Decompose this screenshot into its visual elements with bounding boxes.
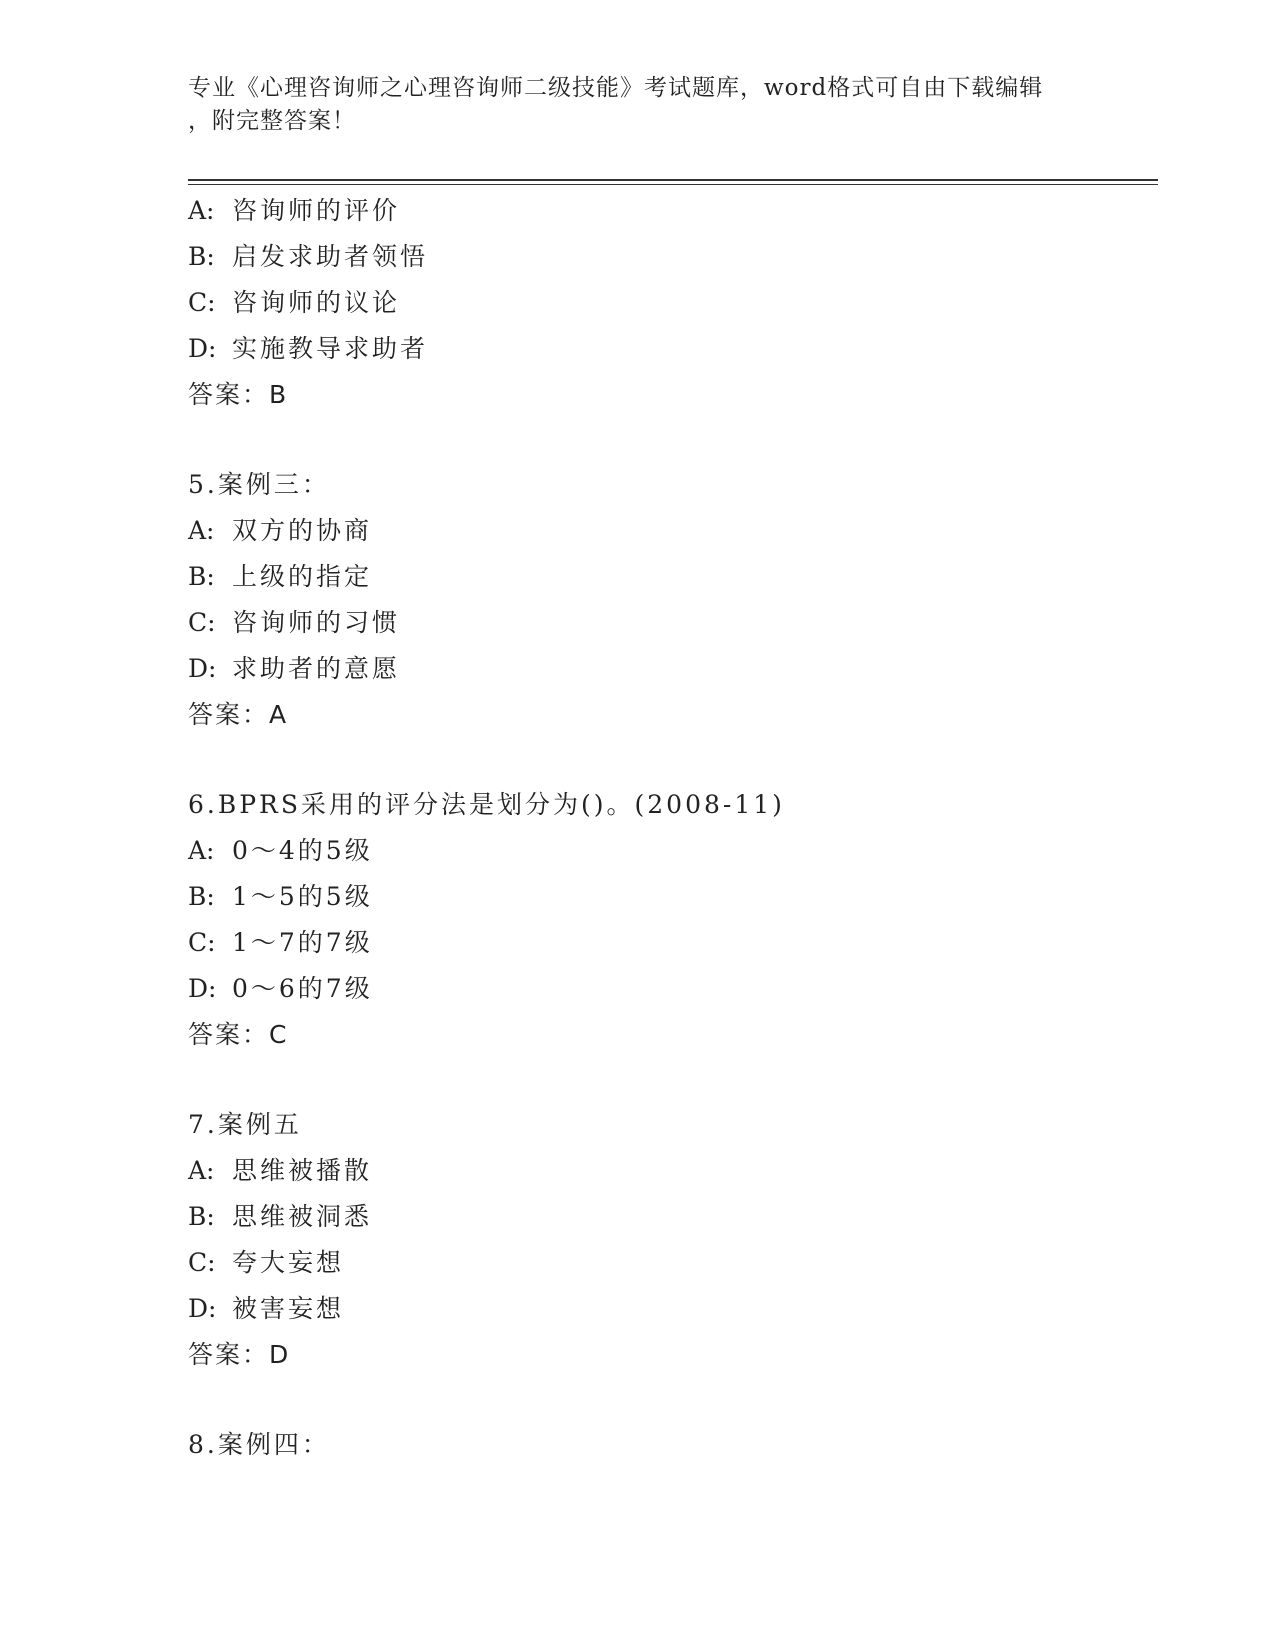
option-letter: D: <box>188 654 217 683</box>
option-text: 求助者的意愿 <box>232 654 401 683</box>
option-b <box>188 1194 1158 1240</box>
option-letter: A: <box>188 836 215 865</box>
option-letter: C: <box>188 928 216 957</box>
header-divider-thin <box>188 184 1158 185</box>
option-letter: D: <box>188 974 217 1003</box>
option-a <box>188 508 1158 554</box>
option-b <box>188 234 1158 280</box>
option-b <box>188 554 1158 600</box>
option-text: 实施教导求助者 <box>232 334 429 363</box>
option-text: 思维被播散 <box>232 1156 373 1185</box>
option-letter: B: <box>188 1202 215 1231</box>
option-letter: B: <box>188 562 215 591</box>
spacer <box>188 1058 1158 1102</box>
option-text: 上级的指定 <box>232 562 373 591</box>
option-text: 启发求助者领悟 <box>232 242 429 271</box>
answer-line: 答案：B <box>188 380 289 409</box>
option-d <box>188 646 1158 692</box>
question-block-5 <box>188 462 1158 738</box>
answer-line: 答案：A <box>188 700 289 729</box>
question-block-continued <box>188 188 1158 418</box>
option-c <box>188 280 1158 326</box>
question-block-8 <box>188 1422 1158 1468</box>
option-letter: C: <box>188 288 216 317</box>
option-d <box>188 1286 1158 1332</box>
header-divider-thick <box>188 179 1158 181</box>
option-c <box>188 600 1158 646</box>
option-a <box>188 1148 1158 1194</box>
spacer <box>188 418 1158 462</box>
option-letter: C: <box>188 608 216 637</box>
question-block-7 <box>188 1102 1158 1378</box>
option-letter: A: <box>188 196 215 225</box>
option-text: 咨询师的评价 <box>232 196 401 225</box>
option-text: 夸大妄想 <box>232 1248 345 1277</box>
option-d <box>188 966 1158 1012</box>
question-title: 6.BPRS采用的评分法是划分为()。(2008-11) <box>188 790 785 819</box>
option-text: 被害妄想 <box>232 1294 345 1323</box>
option-letter: B: <box>188 882 215 911</box>
option-text: 1～7的7级 <box>232 928 373 957</box>
option-c <box>188 1240 1158 1286</box>
question-block-6 <box>188 782 1158 1058</box>
option-a <box>188 828 1158 874</box>
question-title: 5.案例三： <box>188 470 330 499</box>
option-b <box>188 874 1158 920</box>
option-letter: A: <box>188 1156 215 1185</box>
option-letter: B: <box>188 242 215 271</box>
header-line-2: ，附完整答案！ <box>188 108 356 134</box>
option-letter: A: <box>188 516 215 545</box>
option-c <box>188 920 1158 966</box>
option-text: 双方的协商 <box>232 516 373 545</box>
option-letter: D: <box>188 1294 217 1323</box>
question-list <box>188 188 1158 1468</box>
document-header <box>188 72 1088 138</box>
question-title: 7.案例五 <box>188 1110 302 1139</box>
option-d <box>188 326 1158 372</box>
option-text: 1～5的5级 <box>232 882 373 911</box>
header-line-1: 专业《心理咨询师之心理咨询师二级技能》考试题库，word格式可自由下载编辑 <box>188 75 1044 101</box>
option-text: 0～4的5级 <box>232 836 373 865</box>
spacer <box>188 738 1158 782</box>
spacer <box>188 1378 1158 1422</box>
option-letter: C: <box>188 1248 216 1277</box>
question-title: 8.案例四： <box>188 1430 330 1459</box>
option-letter: D: <box>188 334 217 363</box>
option-text: 0～6的7级 <box>232 974 373 1003</box>
answer-line: 答案：C <box>188 1020 289 1049</box>
option-a <box>188 188 1158 234</box>
option-text: 咨询师的习惯 <box>232 608 401 637</box>
option-text: 思维被洞悉 <box>232 1202 373 1231</box>
answer-line: 答案：D <box>188 1340 291 1369</box>
option-text: 咨询师的议论 <box>232 288 401 317</box>
